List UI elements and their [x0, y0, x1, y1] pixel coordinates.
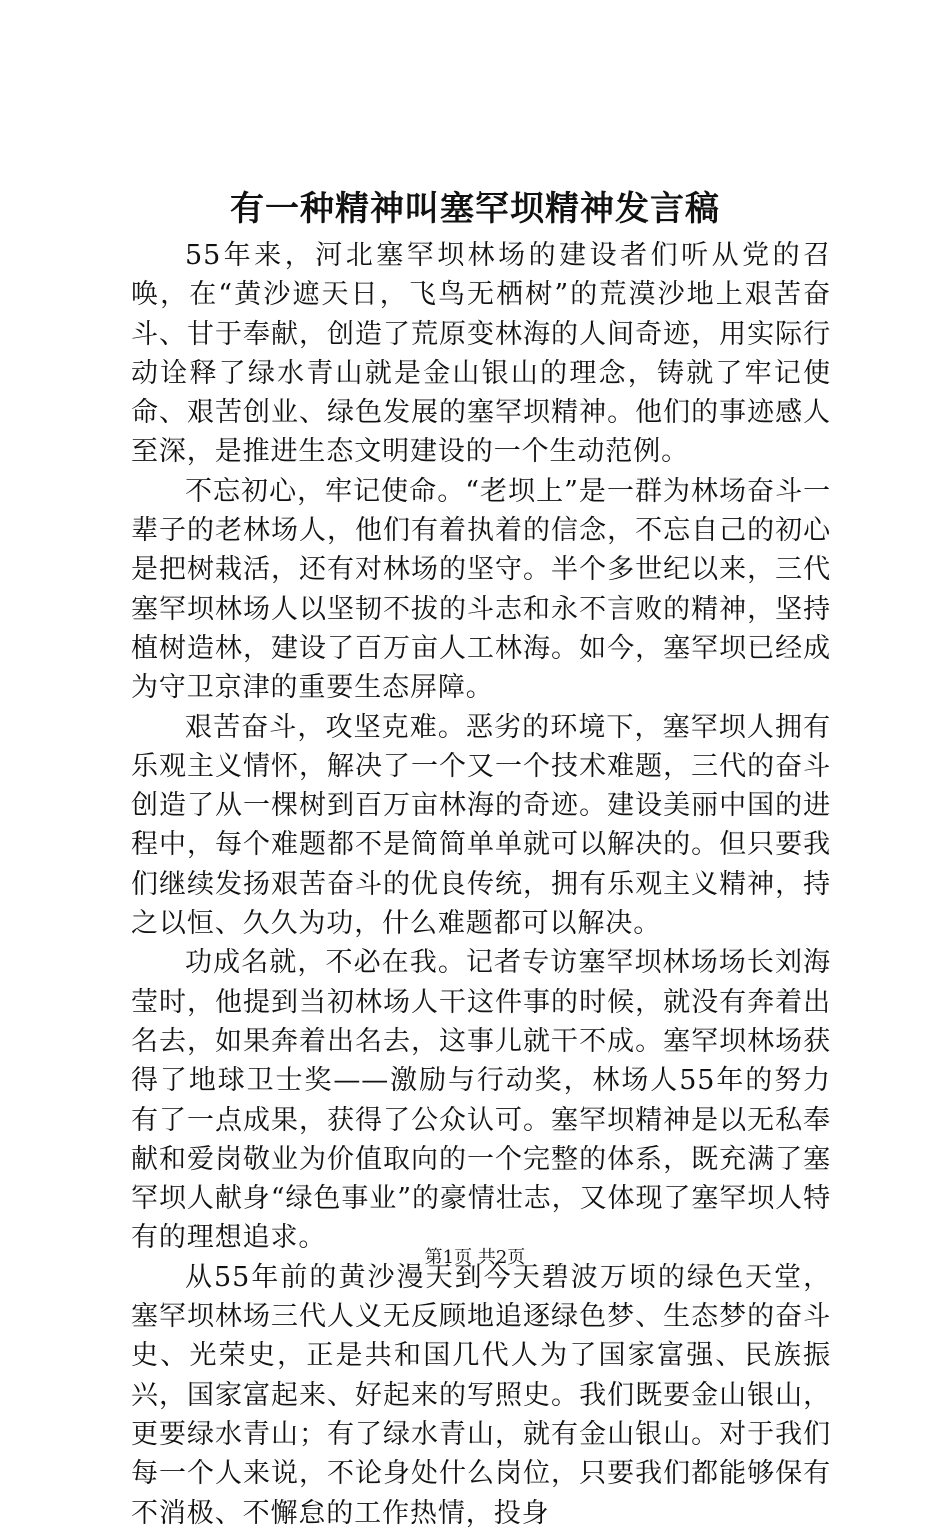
- document-title: 有一种精神叫塞罕坝精神发言稿: [230, 189, 720, 229]
- paragraph-intro: 55年来，河北塞罕坝林场的建设者们听从党的召唤，在“黄沙遮天日，飞鸟无栖树”的荒漠沙地上艰苦奋斗、甘于奉献，创造了荒原变林海的人间奇迹，用实际行动诠释了绿水青山就是金山银山的理念，铸就了牢记使命、艰苦创业、绿色发展的塞罕坝精神。他们的事迹感人至深，是推进生态文明建设的一个生动范例。: [131, 240, 831, 468]
- page-footer: 第1页 共2页: [424, 1247, 526, 1268]
- paragraph-hard-work: 艰苦奋斗，攻坚克难。恶劣的环境下，塞罕坝人拥有乐观主义情怀，解决了一个又一个技术难题，三代的奋斗创造了从一棵树到百万亩林海的奇迹。建设美丽中国的进程中，每个难题都不是简简单单就可以解决的。但只要我们继续发扬艰苦奋斗的优良传统，拥有乐观主义精神，持之以恒、久久为功，什么难题都可以解决。: [131, 711, 831, 940]
- paragraph-selfless: 功成名就，不必在我。记者专访塞罕坝林场场长刘海莹时，他提到当初林场人干这件事的时候，就没有奔着出名去，如果奔着出名去，这事儿就干不成。塞罕坝林场获得了地球卫士奖——激励与行动奖，林场人55年的努力有了一点成果，获得了公众认可。塞罕坝精神是以无私奉献和爱岗敬业为价值取向的一个完整的体系，既充满了塞罕坝人献身“绿色事业”的豪情壮志，又体现了塞罕坝人特有的理想追求。: [131, 947, 831, 1254]
- document-body: [131, 236, 831, 1533]
- paragraph-history: 从55年前的黄沙漫天到今天碧波万顷的绿色天堂，塞罕坝林场三代人义无反顾地追逐绿色梦、生态梦的奋斗史、光荣史，正是共和国几代人为了国家富强、民族振兴，国家富起来、好起来的写照史。我们既要金山银山，更要绿水青山；有了绿水青山，就有金山银山。对于我们每一个人来说，不论身处什么岗位，只要我们都能够保有不消极、不懈怠的工作热情，投身: [131, 1261, 831, 1529]
- paragraph-mission: 不忘初心，牢记使命。“老坝上”是一群为林场奋斗一辈子的老林场人，他们有着执着的信念，不忘自己的初心是把树栽活，还有对林场的坚守。半个多世纪以来，三代塞罕坝林场人以坚韧不拔的斗志和永不言败的精神，坚持植树造林，建设了百万亩人工林海。如今，塞罕坝已经成为守卫京津的重要生态屏障。: [131, 475, 831, 704]
